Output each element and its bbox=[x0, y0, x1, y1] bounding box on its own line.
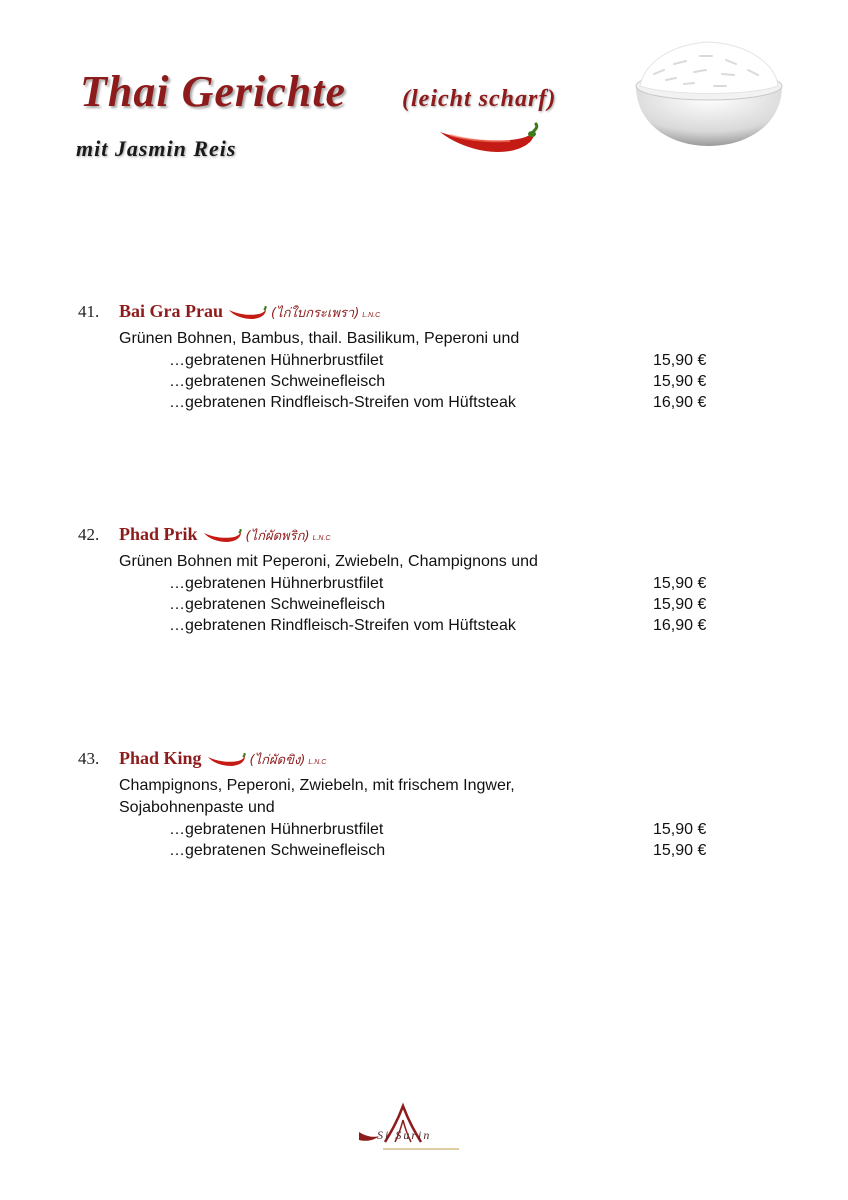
dish-name: Bai Gra Prau bbox=[119, 301, 223, 321]
option-label: …gebratenen Schweinefleisch bbox=[169, 596, 386, 613]
dish-description: Champignons, Peperoni, Zwiebeln, mit frischem Ingwer, bbox=[119, 777, 515, 794]
menu-item bbox=[78, 749, 728, 861]
option-price: 15,90 € bbox=[653, 373, 707, 390]
price-option bbox=[78, 350, 728, 371]
dish-number: 43. bbox=[78, 749, 100, 768]
dish-number: 41. bbox=[78, 302, 100, 321]
page-subtitle: mit Jasmin Reis bbox=[76, 136, 237, 161]
menu-item-header bbox=[78, 525, 728, 551]
price-option bbox=[78, 594, 728, 615]
page-title: Thai Gerichte bbox=[80, 67, 346, 116]
restaurant-logo-icon bbox=[355, 1102, 465, 1152]
option-label: …gebratenen Hühnerbrustfilet bbox=[169, 821, 384, 838]
rice-bowl-icon bbox=[630, 34, 788, 150]
option-price: 16,90 € bbox=[653, 394, 707, 411]
allergen-codes: L.N.C bbox=[308, 759, 327, 766]
option-price: 15,90 € bbox=[653, 352, 707, 369]
menu-item-header bbox=[78, 302, 728, 328]
menu-item-header bbox=[78, 749, 728, 775]
price-option bbox=[78, 840, 728, 861]
spice-note: (leicht scharf) bbox=[402, 86, 557, 112]
dish-thai-name: (ไก่ใบกระเพรา) bbox=[271, 306, 360, 321]
option-price: 15,90 € bbox=[653, 596, 707, 613]
dish-number: 42. bbox=[78, 525, 100, 544]
price-option bbox=[78, 573, 728, 594]
price-option bbox=[78, 371, 728, 392]
dish-thai-name: (ไก่ผัดพริก) bbox=[245, 529, 310, 544]
option-price: 15,90 € bbox=[653, 842, 707, 859]
dish-name: Phad Prik bbox=[119, 524, 198, 544]
option-label: …gebratenen Rindfleisch-Streifen vom Hüftsteak bbox=[169, 617, 516, 634]
dish-description: Grünen Bohnen mit Peperoni, Zwiebeln, Champignons und bbox=[119, 553, 538, 570]
price-option bbox=[78, 392, 728, 413]
option-label: …gebratenen Hühnerbrustfilet bbox=[169, 352, 384, 369]
allergen-codes: L.N.C bbox=[362, 312, 381, 319]
option-price: 16,90 € bbox=[653, 617, 707, 634]
dish-description: Sojabohnenpaste und bbox=[119, 799, 275, 816]
option-label: …gebratenen Hühnerbrustfilet bbox=[169, 575, 384, 592]
option-label: …gebratenen Schweinefleisch bbox=[169, 842, 386, 859]
option-label: …gebratenen Rindfleisch-Streifen vom Hüftsteak bbox=[169, 394, 516, 411]
dish-name-line bbox=[119, 748, 326, 770]
restaurant-logo bbox=[355, 1102, 465, 1152]
chili-pepper-icon bbox=[436, 122, 540, 158]
option-price: 15,90 € bbox=[653, 575, 707, 592]
logo-text: Si Surin bbox=[377, 1128, 432, 1142]
allergen-codes: L.N.C bbox=[312, 535, 331, 542]
dish-thai-name: (ไก่ผัดขิง) bbox=[249, 753, 306, 768]
chili-pepper-icon bbox=[227, 306, 267, 320]
menu-item bbox=[78, 302, 728, 413]
menu-item bbox=[78, 525, 728, 636]
price-option bbox=[78, 615, 728, 636]
option-label: …gebratenen Schweinefleisch bbox=[169, 373, 386, 390]
dish-name-line bbox=[119, 524, 330, 546]
dish-name: Phad King bbox=[119, 748, 202, 768]
dish-description: Grünen Bohnen, Bambus, thail. Basilikum, Peperoni und bbox=[119, 330, 520, 347]
chili-pepper-icon bbox=[202, 529, 242, 543]
dish-name-line bbox=[119, 301, 380, 323]
option-price: 15,90 € bbox=[653, 821, 707, 838]
chili-pepper-icon bbox=[206, 753, 246, 767]
price-option bbox=[78, 819, 728, 840]
